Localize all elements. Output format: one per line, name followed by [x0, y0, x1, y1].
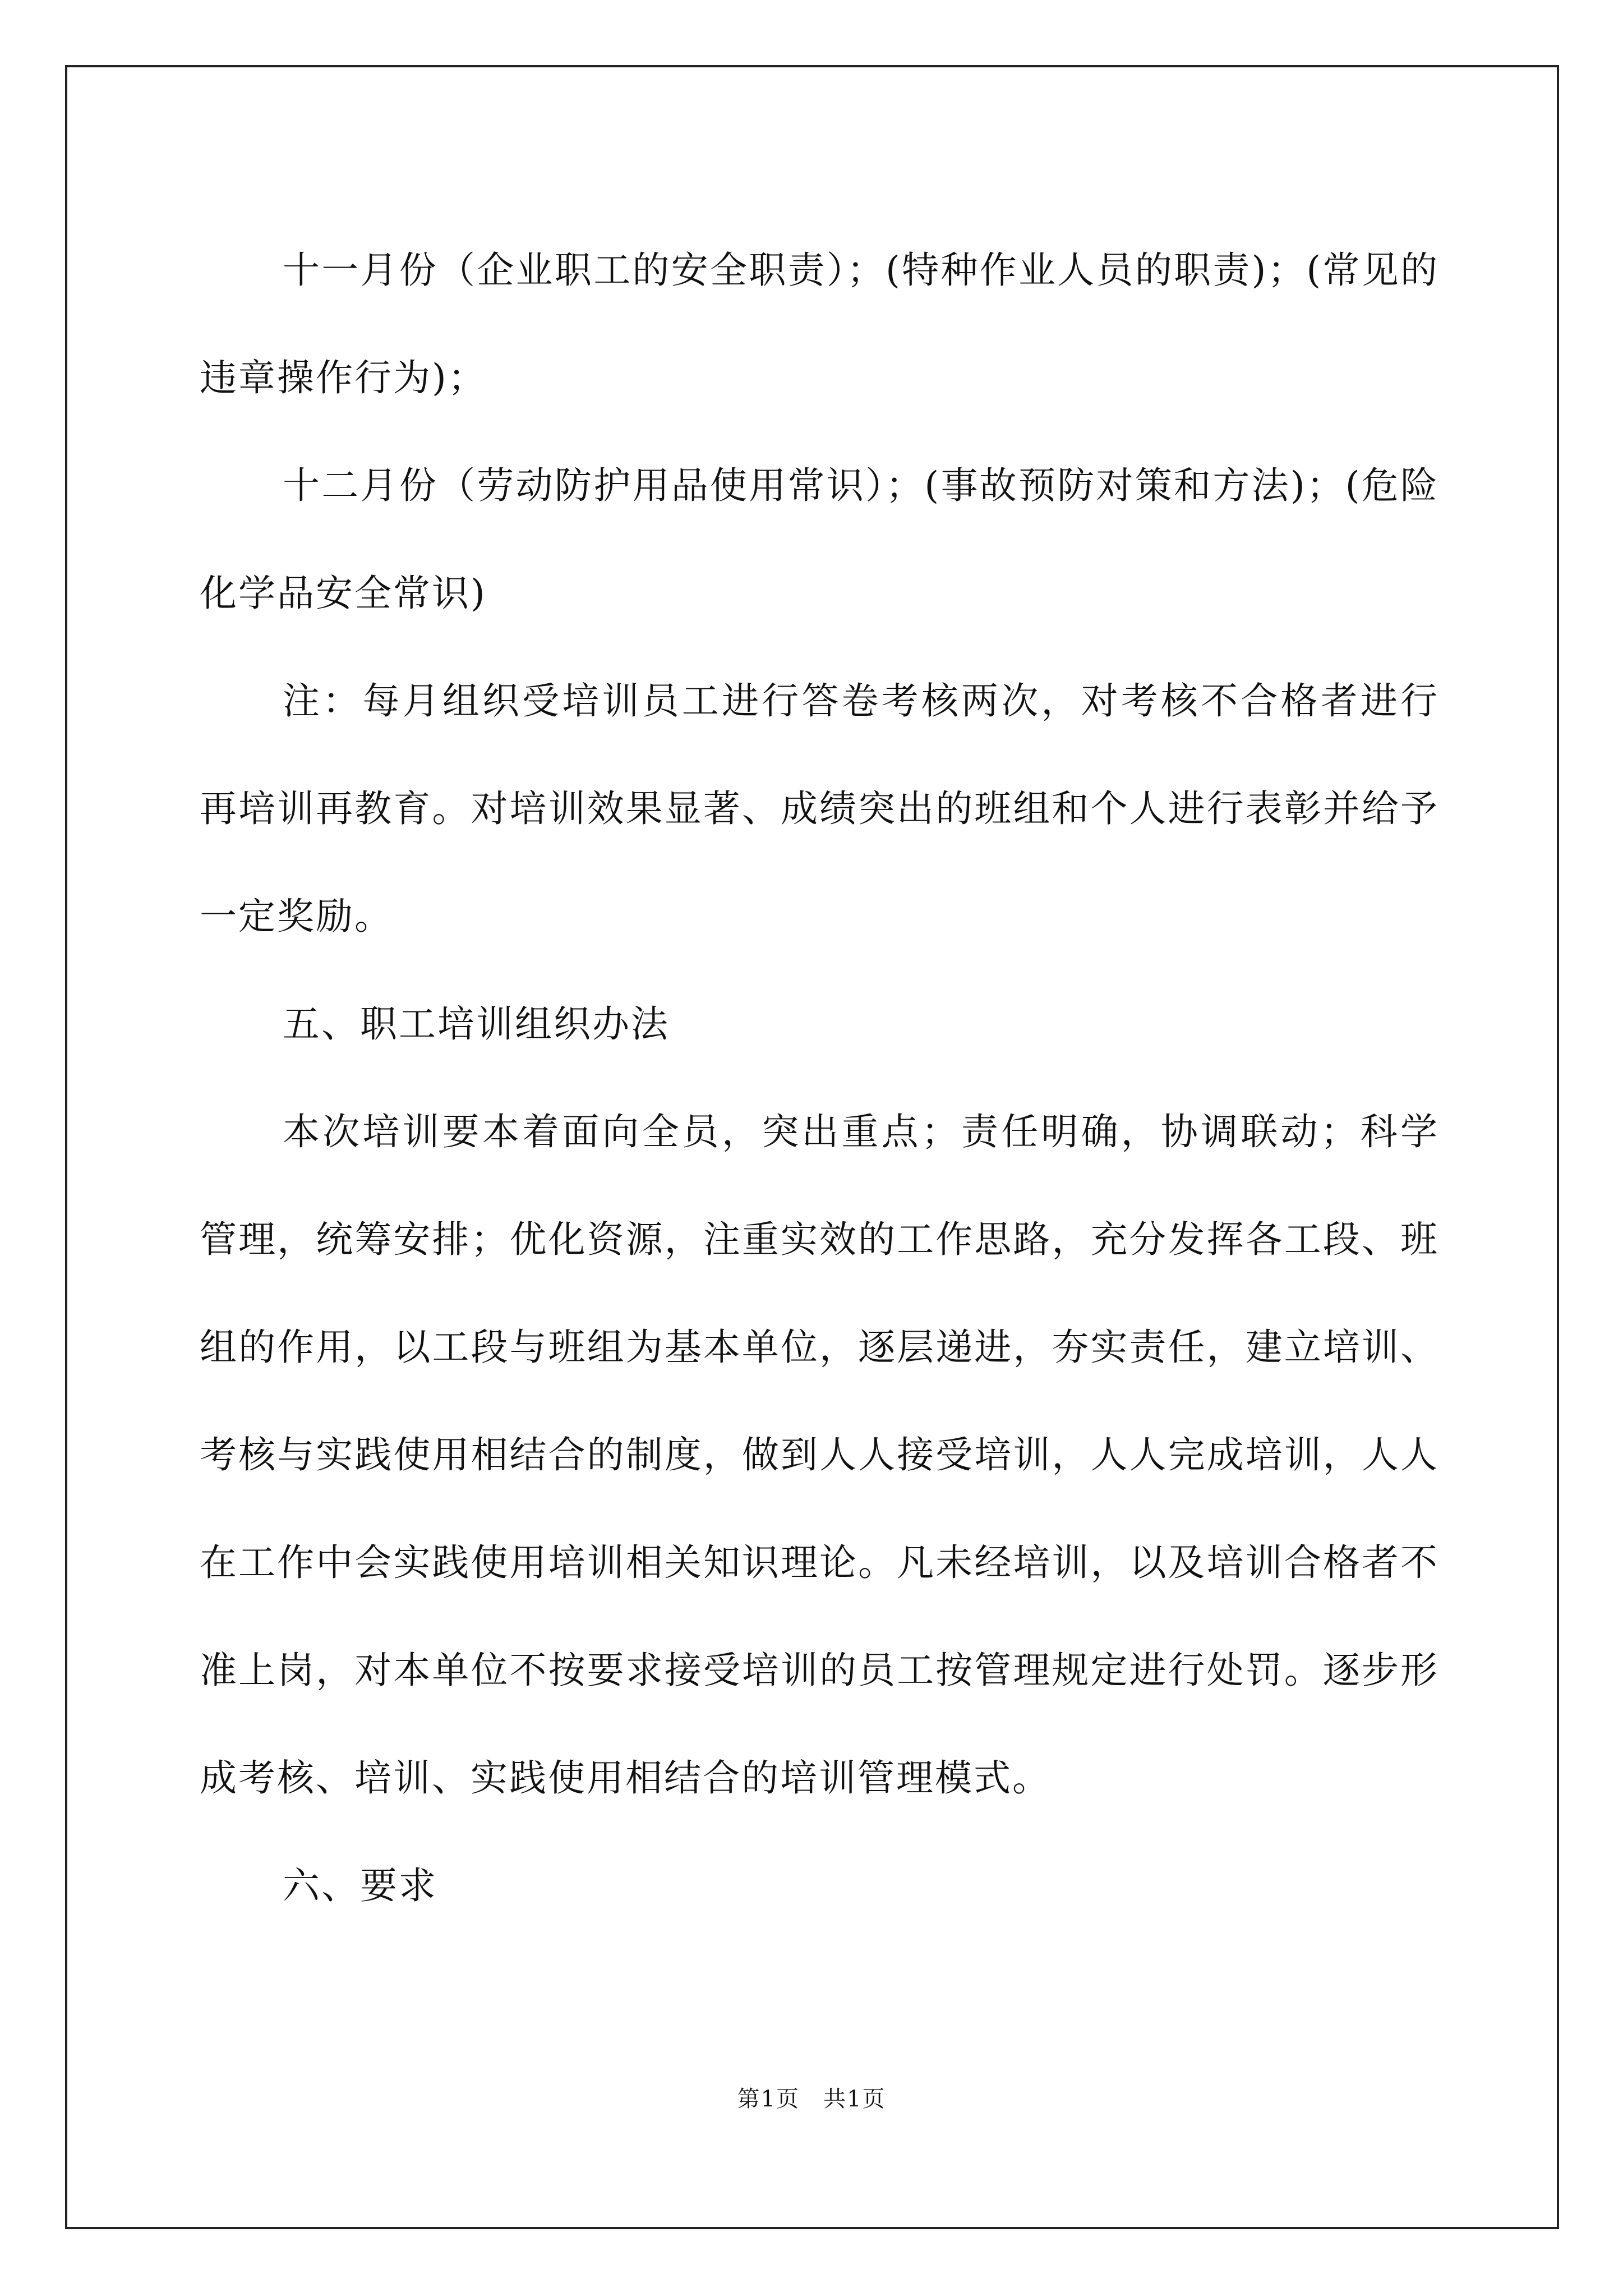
paragraph-november-topics: 十一月份（企业职工的安全职责）；(特种作业人员的职责)；(常见的违章操作行为)； [200, 249, 1439, 399]
paragraph-note: 注：每月组织受培训员工进行答卷考核两次，对考核不合格者进行再培训再教育。对培训效果显著、成绩突出的班组和个人进行表彰并给予一定奖励。 [200, 679, 1439, 938]
document-body [200, 217, 1439, 1940]
paragraph-organization-method: 本次培训要本着面向全员，突出重点；责任明确，协调联动；科学管理，统筹安排；优化资源，注重实效的工作思路，充分发挥各工段、班组的作用，以工段与班组为基本单位，逐层递进，夯实责任，建立培训、考核与实践使用相结合的制度，做到人人接受培训，人人完成培训，人人在工作中会实践使用培训相关知识理论。凡未经培训，以及培训合格者不准上岗，对本单位不按要求接受培训的员工按管理规定进行处罚。逐步形成考核、培训、实践使用相结合的培训管理模式。 [200, 1110, 1439, 1800]
paragraph-december-topics: 十二月份（劳动防护用品使用常识）；(事故预防对策和方法)；(危险化学品安全常识) [200, 464, 1439, 615]
section-heading-5: 五、职工培训组织办法 [283, 1002, 670, 1046]
section-heading-6: 六、要求 [283, 1864, 437, 1907]
page-footer: 第1页 共1页 [737, 2086, 886, 2112]
